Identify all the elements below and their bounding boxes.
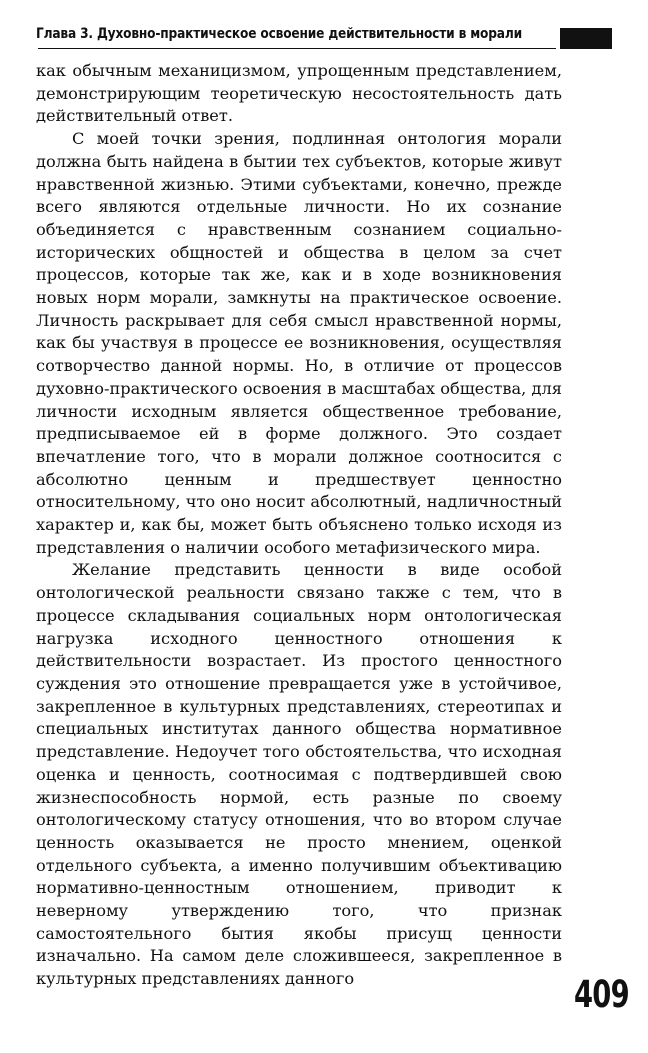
body-text	[36, 60, 562, 991]
running-header	[36, 24, 612, 50]
paragraph-continued: как обычным механицизмом, упрощенным представлением, демонстрирующим теоретическую несостоятельность дать действительный ответ.	[36, 61, 562, 126]
page-number: 409	[574, 973, 629, 1016]
header-rule	[38, 48, 556, 49]
paragraph: С моей точки зрения, подлинная онтология морали должна быть найдена в бытии тех субъектов, которые живут нравственной жизнью. Этими субъектами, конечно, прежде всего являются отдельные личности. Но их сознание объединяется с нравственным сознанием социально-исторических общностей и общества в целом за счет процессов, которые так же, как и в ходе возникновения новых норм морали, замкнуты на практическое освоение. Личность раскрывает для себя смысл нравственной нормы, как бы участвуя в процессе ее возникновения, осуществляя сотворчество данной нормы. Но, в отличие от процессов духовно-практического освоения в масштабах общества, для личности исходным является общественное требование, предписываемое ей в форме должного. Это создает впечатление того, что в морали должное соотносится с абсолютно ценным и предшествует ценностно относительному, что оно носит абсолютный, надличностный характер и, как бы, может быть объяснено только исходя из представления о наличии особого метафизического мира.	[36, 129, 562, 557]
header-black-block	[560, 28, 612, 49]
chapter-title: Глава 3. Духовно-практическое освоение действительности в морали	[36, 26, 522, 42]
paragraph: Желание представить ценности в виде особой онтологической реальности связано также с тем, что в процессе складывания социальных норм онтологическая нагрузка исходного ценностного отношения к действительности возрастает. Из простого ценностного суждения это отношение превращается уже в устойчивое, закрепленное в культурных представлениях, стереотипах и специальных институтах данного общества нормативное представление. Недоучет того обстоятельства, что исходная оценка и ценность, соотносимая с подтвердившей свою жизнеспособность нормой, есть разные по своему онтологическому статусу отношения, что во втором случае ценность оказывается не просто мнением, оценкой отдельного субъекта, а именно получившим объективацию нормативно-ценностным отношением, приводит к неверному утверждению того, что признак самостоятельного бытия якобы присущ ценности изначально. На самом деле сложившееся, закрепленное в культурных представлениях данного	[36, 560, 562, 989]
